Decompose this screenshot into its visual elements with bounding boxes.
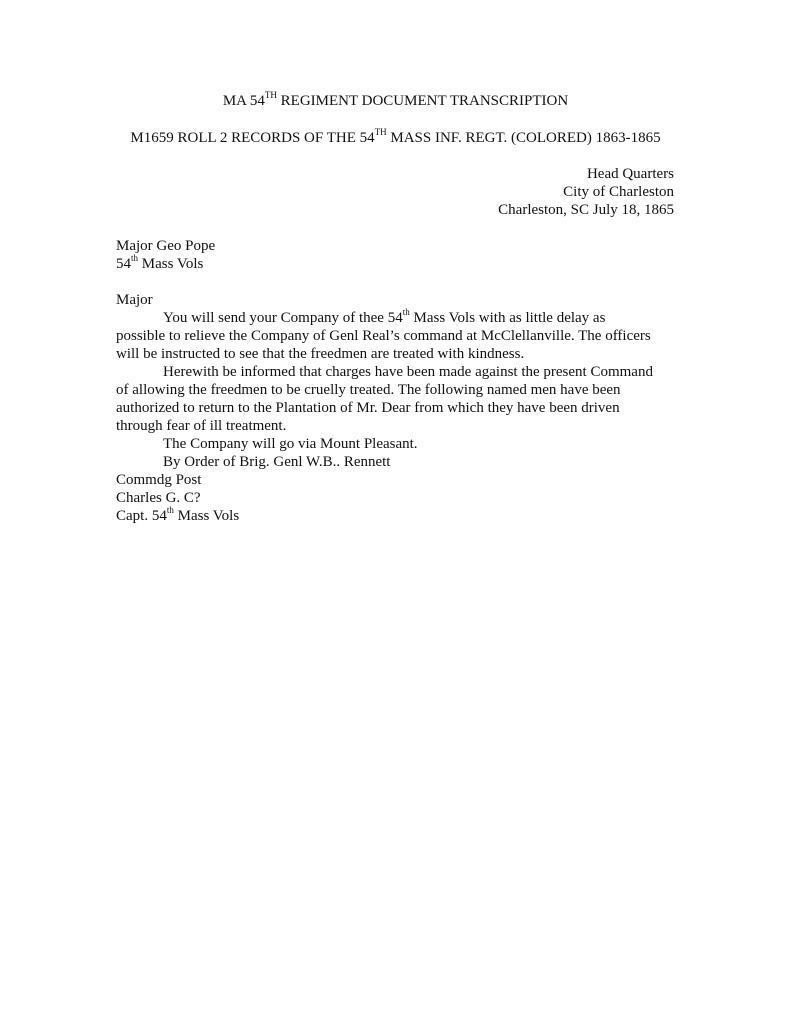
addressee-unit (116, 253, 215, 274)
subtitle-prefix: M1659 ROLL 2 RECORDS OF THE 54 (130, 130, 375, 146)
heading-line-city: City of Charleston (563, 184, 674, 200)
addressee-block (116, 238, 215, 274)
order-line: By Order of Brig. Genl W.B.. Rennett (163, 454, 391, 470)
heading-line-head-quarters: Head Quarters (586, 166, 674, 182)
paragraph-1-line-1-suffix: Mass Vols with as little delay as (409, 310, 606, 326)
signature-rank-superscript: th (166, 505, 174, 515)
title-suffix: REGIMENT DOCUMENT TRANSCRIPTION (276, 93, 569, 109)
subtitle-superscript: TH (374, 127, 387, 137)
title-prefix: MA 54 (222, 93, 265, 109)
document-subtitle (0, 127, 791, 147)
signature-rank-prefix: Capt. 54 (116, 508, 167, 524)
signature-commdg-post: Commdg Post (116, 472, 202, 488)
paragraph-1-line-1-prefix: You will send your Company of thee 54 (163, 310, 403, 326)
heading-line-date: Charleston, SC July 18, 1865 (498, 202, 674, 218)
paragraph-2-line-2: of allowing the freedmen to be cruelly treated. The following named men have been (116, 382, 621, 398)
addressee-unit-prefix: 54 (116, 256, 131, 272)
addressee-unit-suffix: Mass Vols (138, 256, 204, 272)
salutation: Major (116, 292, 153, 308)
paragraph-1-line-3: will be instructed to see that the freedmen are treated with kindness. (116, 346, 525, 362)
paragraph-1-line-1 (116, 307, 676, 328)
subtitle-suffix: MASS INF. REGT. (COLORED) 1863-1865 (386, 130, 661, 146)
paragraph-2-line-3: authorized to return to the Plantation of Mr. Dear from which they have been driven (116, 400, 620, 416)
signature-name: Charles G. C? (116, 490, 201, 506)
title-superscript: TH (264, 90, 277, 100)
addressee-name: Major Geo Pope (116, 238, 216, 254)
paragraph-3: The Company will go via Mount Pleasant. (163, 436, 418, 452)
signature-rank (116, 505, 676, 526)
letter-heading (498, 166, 674, 220)
paragraph-2-line-1: Herewith be informed that charges have been made against the present Command (163, 364, 653, 380)
paragraph-1-line-2: possible to relieve the Company of Genl Real’s command at McClellanville. The officers (116, 328, 651, 344)
paragraph-2-line-4: through fear of ill treatment. (116, 418, 287, 434)
addressee-unit-superscript: th (131, 253, 139, 263)
document-title (0, 90, 791, 110)
signature-rank-suffix: Mass Vols (173, 508, 240, 524)
letter-body (116, 292, 676, 526)
paragraph-1-superscript: th (402, 307, 410, 317)
